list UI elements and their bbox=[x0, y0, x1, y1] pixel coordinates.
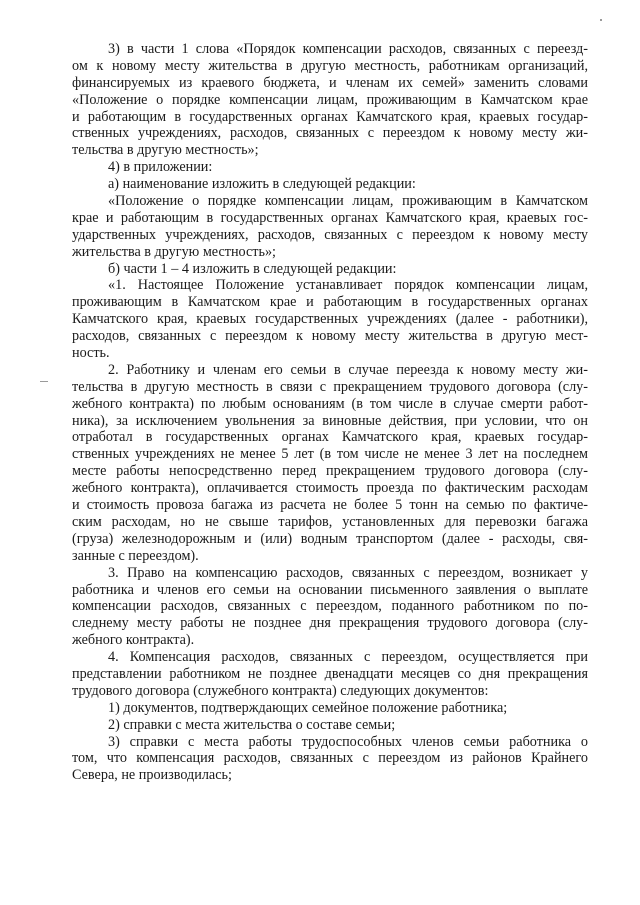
text-line: представлении работником не позднее двенадцати месяцев со дня прекращения bbox=[72, 665, 588, 682]
text-line: крае и работающим в государственных органах Камчатского края, краевых гос- bbox=[72, 209, 588, 226]
text-line: «1. Настоящее Положение устанавливает порядок компенсации лицам, bbox=[108, 277, 588, 294]
text-line: том, что компенсация расходов, связанных с переездом из районов Крайнего bbox=[72, 750, 588, 767]
text-line: работника и членов его семьи на основании письменного заявления о выплате bbox=[72, 581, 588, 598]
text-line: (груза) железнодорожным и (или) водным транспортом (далее - расходы, свя- bbox=[72, 530, 588, 547]
text-line: 2. Работнику и членам его семьи в случае переезда к новому месту жи- bbox=[108, 361, 588, 378]
text-line: проживающим в Камчатском крае и работающим в государственных органах bbox=[72, 294, 588, 311]
text-line: Севера, не производилась; bbox=[72, 767, 232, 784]
text-line: отработал в государственных органах Камчатского края, краевых государ- bbox=[72, 429, 588, 446]
text-line: трудового договора (служебного контракта) следующих документов: bbox=[72, 682, 489, 699]
text-line: жебного контракта). bbox=[72, 632, 195, 649]
text-line: жебного контракта) по любым основаниям (в том числе в случае смерти работ- bbox=[72, 395, 588, 412]
text-line: и работающим в государственных органах Камчатского края, краевых государ- bbox=[72, 108, 588, 125]
text-line: ность. bbox=[72, 345, 110, 362]
text-line: компенсации расходов, связанных с переездом, поданного работником по по- bbox=[72, 598, 588, 615]
text-line: Камчатского края, краевых государственных учреждениях (далее - работники), bbox=[72, 311, 588, 328]
text-line: 2) справки с места жительства о составе семьи; bbox=[108, 716, 396, 733]
text-line: следнему месту работы не позднее дня прекращения трудового договора (слу- bbox=[72, 615, 588, 632]
text-line: 4) в приложении: bbox=[108, 159, 213, 176]
text-line: и стоимость провоза багажа из расчета не более 5 тонн на семью по фактиче- bbox=[72, 497, 588, 514]
text-line: б) части 1 – 4 изложить в следующей редакции: bbox=[108, 260, 397, 277]
text-line: занные с переездом). bbox=[72, 547, 199, 564]
scan-mark-left bbox=[40, 381, 48, 382]
text-line: 3) в части 1 слова «Порядок компенсации расходов, связанных с переезд- bbox=[108, 41, 588, 57]
text-line: ом к новому месту жительства в другую местность, работникам организаций, bbox=[72, 57, 588, 74]
text-line: ственных учреждениях, расходов, связанных с переездом к новому месту жи- bbox=[72, 125, 588, 142]
text-line: 4. Компенсация расходов, связанных с переездом, осуществляется при bbox=[108, 649, 588, 666]
text-line: 1) документов, подтверждающих семейное положение работника; bbox=[108, 699, 508, 716]
text-line: финансируемых из краевого бюджета, и членам их семей» заменить словами bbox=[72, 74, 588, 91]
text-line: ским расходам, но не свыше тарифов, установленных для перевозки багажа bbox=[72, 513, 588, 530]
text-line: «Положение о порядке компенсации лицам, проживающим в Камчатском крае bbox=[72, 91, 588, 108]
text-line: месте работы непосредственно перед прекращением трудового договора (слу- bbox=[72, 463, 588, 480]
scan-mark-top-right bbox=[600, 19, 602, 21]
text-line: расходов, связанных с переездом к новому месту жительства в другую мест- bbox=[72, 328, 588, 345]
text-line: а) наименование изложить в следующей редакции: bbox=[108, 176, 416, 193]
text-line: 3. Право на компенсацию расходов, связанных с переездом, возникает у bbox=[108, 564, 588, 581]
text-line: ударственных учреждениях, расходов, связанных с переездом к новому месту bbox=[72, 226, 588, 243]
text-line: тельства в другую местность в связи с прекращением трудового договора (слу- bbox=[72, 378, 588, 395]
document-page bbox=[72, 41, 588, 784]
text-line: жительства в другую местность»; bbox=[72, 243, 276, 260]
text-line: ственных учреждениях не менее 5 лет (в том числе не менее 3 лет на последнем bbox=[72, 446, 588, 463]
text-line: тельства в другую местность»; bbox=[72, 142, 259, 159]
text-line: «Положение о порядке компенсации лицам, проживающим в Камчатском bbox=[108, 193, 588, 210]
text-line: жебного контракта), оплачивается стоимость проезда по фактическим расходам bbox=[72, 480, 588, 497]
text-line: 3) справки с места работы трудоспособных членов семьи работника о bbox=[108, 733, 588, 750]
text-line: ника), за исключением увольнения за виновные действия, при условии, что он bbox=[72, 412, 588, 429]
